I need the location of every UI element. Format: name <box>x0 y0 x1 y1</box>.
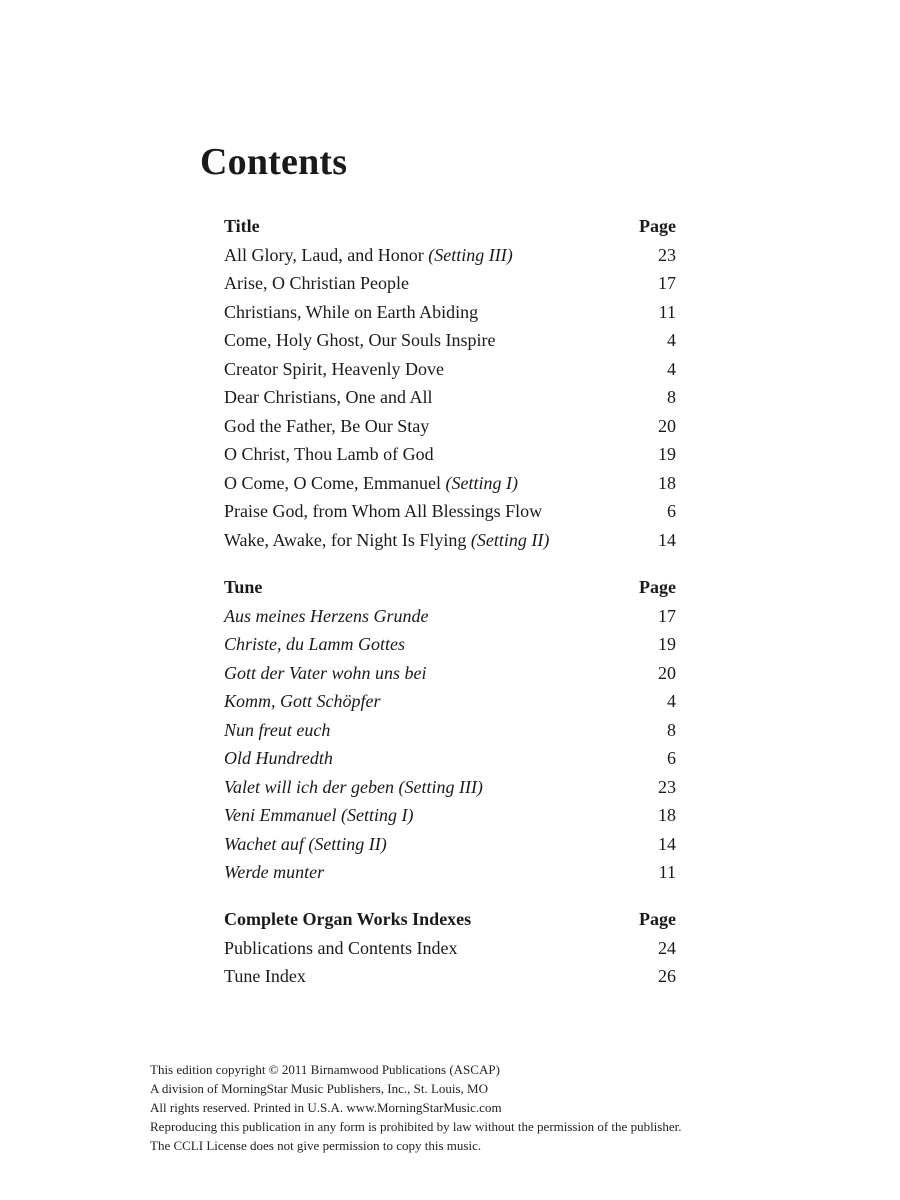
toc-entry-tune: Wachet auf (Setting II) <box>224 833 387 854</box>
toc-entry-page: 14 <box>658 529 676 550</box>
toc-indexes-section <box>224 905 676 991</box>
toc-entry <box>224 858 676 887</box>
toc-entry-page: 20 <box>658 415 676 436</box>
page-title: Contents <box>200 141 348 183</box>
toc-entry-title: Tune Index <box>224 966 306 986</box>
toc-entry <box>224 659 676 688</box>
toc-entry-title: O Come, O Come, Emmanuel (Setting I) <box>224 472 518 493</box>
toc-entry <box>224 383 676 412</box>
toc-entry-page: 20 <box>658 662 676 683</box>
toc-entry-tune: Christe, du Lamm Gottes <box>224 634 406 654</box>
toc-entry-tune: Gott der Vater wohn uns bei <box>224 662 427 683</box>
toc-entry <box>224 962 676 991</box>
publisher-line: A division of MorningStar Music Publishers, Inc., St. Louis, MO <box>150 1081 489 1096</box>
toc-entry-title: Praise God, from Whom All Blessings Flow <box>224 501 543 521</box>
toc-entry <box>224 602 676 631</box>
toc-entry-title: All Glory, Laud, and Honor (Setting III) <box>224 244 513 265</box>
toc-entry-page: 26 <box>658 966 676 986</box>
toc-entry <box>224 326 676 355</box>
toc-entry-title: Wake, Awake, for Night Is Flying (Setting II) <box>224 529 550 550</box>
toc-column-header-title: Title <box>224 216 260 236</box>
toc-entry <box>224 241 676 270</box>
toc-entry-title: Dear Christians, One and All <box>224 387 433 407</box>
toc-entry <box>224 744 676 773</box>
toc-entry <box>224 298 676 327</box>
toc-entry-title: God the Father, Be Our Stay <box>224 415 430 436</box>
toc-entry-tune: Werde munter <box>224 862 325 882</box>
toc-entry-page: 24 <box>658 937 676 958</box>
toc-entry-title: O Christ, Thou Lamb of God <box>224 444 434 464</box>
toc-entry <box>224 497 676 526</box>
toc-entry-page: 19 <box>658 634 676 654</box>
toc-entry-page: 11 <box>658 862 676 882</box>
toc-entry-page: 14 <box>658 833 676 854</box>
toc-entry <box>224 440 676 469</box>
toc-entry-note: (Setting I) <box>445 472 518 493</box>
toc-entry-page: 18 <box>658 472 676 493</box>
toc-entry-page: 17 <box>658 273 676 293</box>
toc-entry-tune: Old Hundredth <box>224 748 333 768</box>
toc-entry-title: Creator Spirit, Heavenly Dove <box>224 358 444 379</box>
toc-entry-tune: Komm, Gott Schöpfer <box>224 691 381 711</box>
toc-entry-page: 19 <box>658 444 676 464</box>
toc-entry-note: (Setting II) <box>470 529 550 550</box>
toc-entry <box>224 687 676 716</box>
toc-entry-page: 23 <box>658 244 676 265</box>
toc-entry <box>224 934 676 963</box>
toc-entry <box>224 412 676 441</box>
toc-entry-page: 4 <box>667 691 676 711</box>
toc-entry <box>224 469 676 498</box>
toc-header-row <box>224 212 676 241</box>
toc-entry-page: 17 <box>658 605 676 626</box>
toc-entry <box>224 526 676 555</box>
toc-header-row <box>224 573 676 602</box>
toc-entry <box>224 801 676 830</box>
toc-entry-tune: Aus meines Herzens Grunde <box>224 605 429 626</box>
toc-entry-note: (Setting III) <box>428 244 513 265</box>
toc-entry-tune: Nun freut euch <box>224 719 331 740</box>
toc-entry-page: 4 <box>667 330 676 350</box>
copyright-line: This edition copyright © 2011 Birnamwood Publications (ASCAP) <box>150 1062 500 1077</box>
ccli-notice: The CCLI License does not give permission to copy this music. <box>150 1138 482 1153</box>
toc-column-header-page: Page <box>639 577 676 597</box>
toc-entry-title: Come, Holy Ghost, Our Souls Inspire <box>224 330 496 350</box>
toc-entry-page: 11 <box>658 301 676 322</box>
toc-column-header-indexes: Complete Organ Works Indexes <box>224 909 472 929</box>
toc-column-header-page: Page <box>639 909 676 929</box>
toc-entry-page: 8 <box>667 387 676 407</box>
copyright-footer <box>150 1060 790 1155</box>
toc-entry-page: 4 <box>667 358 676 379</box>
toc-header-row <box>224 905 676 934</box>
toc-entry-page: 6 <box>667 501 676 521</box>
reproduction-notice: Reproducing this publication in any form is prohibited by law without the permission of the publisher. <box>150 1119 682 1134</box>
toc-entry-tune: Valet will ich der geben (Setting III) <box>224 776 483 797</box>
toc-entry-page: 23 <box>658 776 676 797</box>
toc-entry-page: 18 <box>658 805 676 825</box>
toc-entry <box>224 773 676 802</box>
toc-title-section <box>224 212 676 554</box>
toc-entry <box>224 355 676 384</box>
toc-column-header-page: Page <box>639 216 676 236</box>
toc-entry-title: Publications and Contents Index <box>224 937 458 958</box>
toc-entry-title: Arise, O Christian People <box>224 273 409 293</box>
toc-column-header-tune: Tune <box>224 577 263 597</box>
toc-entry <box>224 269 676 298</box>
toc-entry-title: Christians, While on Earth Abiding <box>224 301 479 322</box>
toc-entry-tune: Veni Emmanuel (Setting I) <box>224 805 414 825</box>
toc-entry-page: 6 <box>667 748 676 768</box>
toc-entry <box>224 830 676 859</box>
toc-tune-section <box>224 573 676 887</box>
toc-entry-page: 8 <box>667 719 676 740</box>
toc-entry <box>224 630 676 659</box>
rights-line: All rights reserved. Printed in U.S.A. www.MorningStarMusic.com <box>150 1100 502 1115</box>
toc-entry <box>224 716 676 745</box>
